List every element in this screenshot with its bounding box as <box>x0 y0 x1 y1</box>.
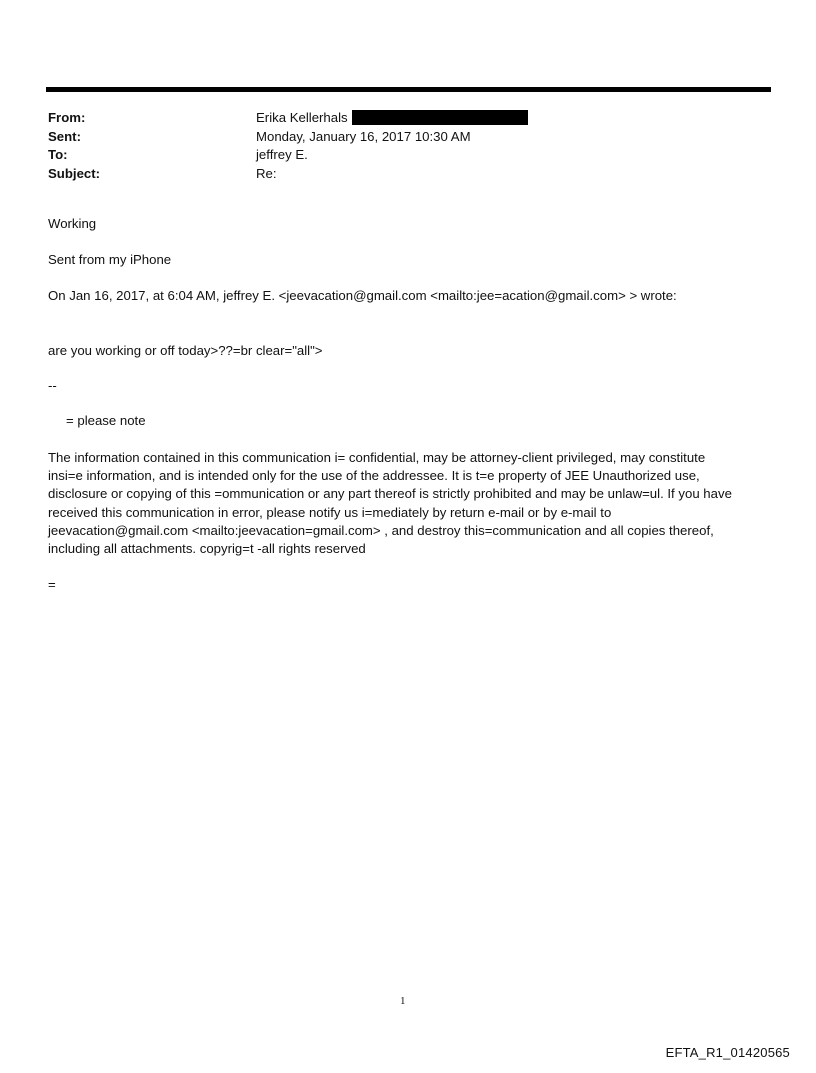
trailing-equals: = <box>48 577 56 592</box>
disclaimer-line: disclosure or copying of this =ommunication or any part thereof is strictly prohibited and may be unlaw=ul. If you have <box>48 486 732 502</box>
body-line-signature: Sent from my iPhone <box>48 252 172 267</box>
signature-separator: -- <box>48 378 57 393</box>
header-rule <box>46 87 771 92</box>
subject-label: Subject: <box>48 165 101 181</box>
page-number: 1 <box>400 995 406 1007</box>
subject-value: Re: <box>256 165 277 181</box>
to-label: To: <box>48 147 68 162</box>
sent-value: Monday, January 16, 2017 10:30 AM <box>256 128 471 144</box>
email-header <box>48 109 768 183</box>
disclaimer-paragraph <box>48 449 764 558</box>
to-row <box>48 146 768 165</box>
please-note: = please note <box>66 413 146 428</box>
from-value <box>256 109 528 128</box>
subject-row <box>48 165 768 184</box>
from-label: From: <box>48 110 86 125</box>
to-value: jeffrey E. <box>256 147 308 162</box>
document-id: EFTA_R1_01420565 <box>665 1045 790 1060</box>
sent-row <box>48 128 768 147</box>
disclaimer-line: received this communication in error, please notify us i=mediately by return e-mail or by e-mail to <box>48 504 612 520</box>
body-line-working: Working <box>48 216 97 231</box>
disclaimer-line: insi=e information, and is intended only for the use of the addressee. It is t=e property of JEE Unauthorized use, <box>48 468 700 484</box>
disclaimer-line: jeevacation@gmail.com <mailto:jeevacation=gmail.com> , and destroy this=communication and all copies thereof, <box>48 522 714 538</box>
sent-label: Sent: <box>48 128 81 144</box>
quoted-message: are you working or off today>??=br clear="all"> <box>48 343 323 358</box>
from-row <box>48 109 768 128</box>
quoted-header: On Jan 16, 2017, at 6:04 AM, jeffrey E. <jeevacation@gmail.com <mailto:jee=acation@gmail.com> > wrote: <box>48 288 677 303</box>
redaction-bar <box>352 110 528 125</box>
disclaimer-line: including all attachments. copyrig=t -all rights reserved <box>48 541 366 557</box>
disclaimer-line: The information contained in this communication i= confidential, may be attorney-client privileged, may constitute <box>48 450 706 465</box>
from-name: Erika Kellerhals <box>256 110 348 125</box>
